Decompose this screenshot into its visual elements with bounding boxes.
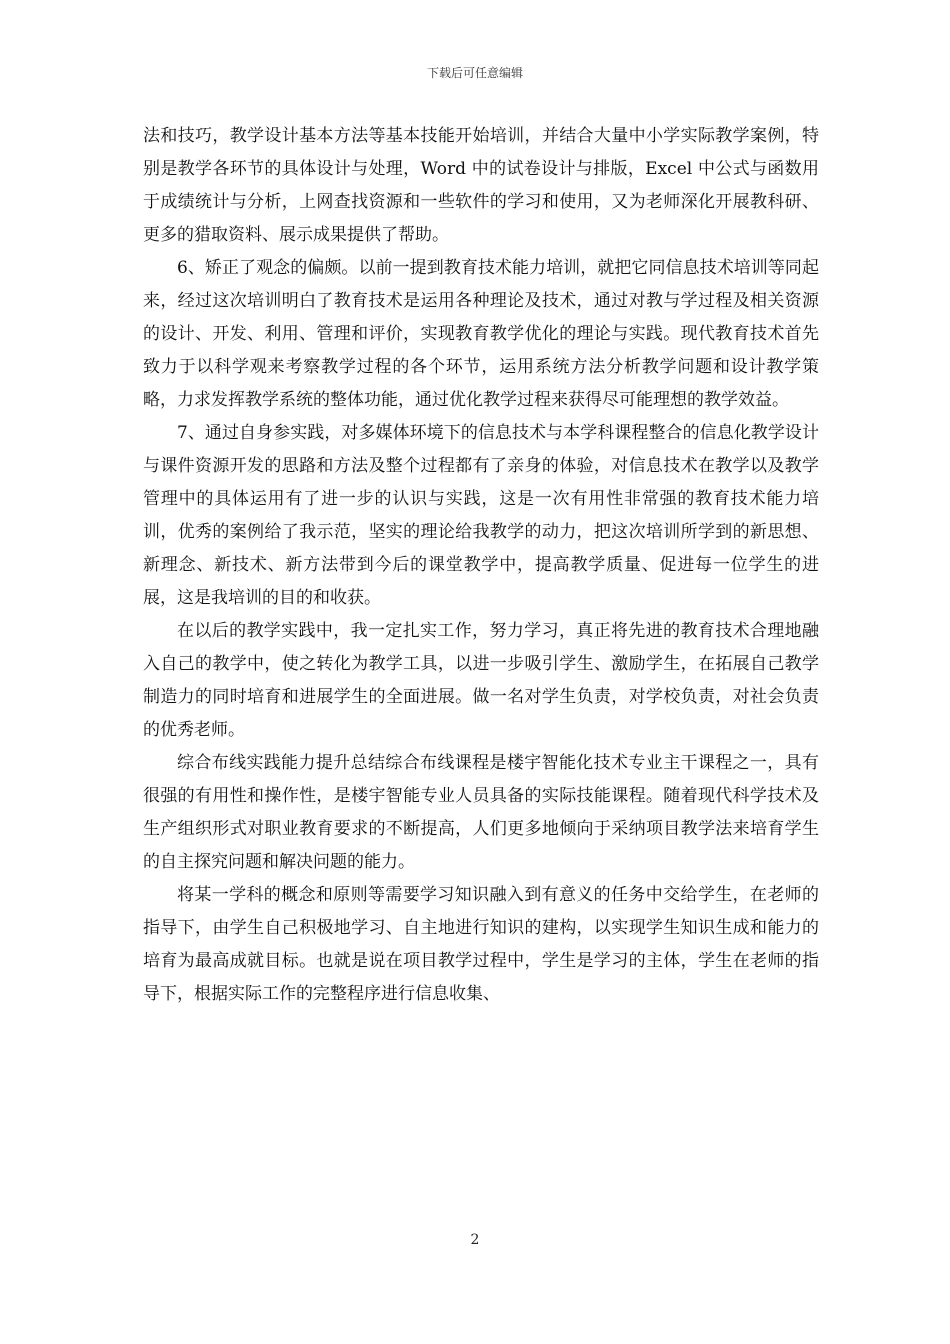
paragraph-item-7: 7、通过自身参实践，对多媒体环境下的信息技术与本学科课程整合的信息化教学设计与课件资源开发的思路和方法及整个过程都有了亲身的体验，对信息技术在教学以及教学管理中的具体运用有了进一步的认识与实践，这是一次有用性非常强的教育技术能力培训，优秀的案例给了我示范，坚实的理论给我教学的动力，把这次培训所学到的新思想、新理念、新技术、新方法带到今后的课堂教学中，提高教学质量、促进每一位学生的进展，这是我培训的目的和收获。: [143, 423, 819, 608]
page-header: 下载后可任意编辑: [426, 66, 523, 80]
paragraph-summary-intro: 综合布线实践能力提升总结综合布线课程是楼宇智能化技术专业主干课程之一，具有很强的有用性和操作性，是楼宇智能专业人员具备的实际技能课程。随着现代科学技术及生产组织形式对职业教育要求的不断提高，人们更多地倾向于采纳项目教学法来培育学生的自主探究问题和解决问题的能力。: [143, 753, 819, 872]
paragraph-project-teaching: 将某一学科的概念和原则等需要学习知识融入到有意义的任务中交给学生，在老师的指导下，由学生自己积极地学习、自主地进行知识的建构，以实现学生知识生成和能力的培育为最高成就目标。也就是说在项目教学过程中，学生是学习的主体，学生在老师的指导下，根据实际工作的完整程序进行信息收集、: [143, 885, 819, 1004]
page-number: 2: [470, 1232, 480, 1248]
paragraph-conclusion: 在以后的教学实践中，我一定扎实工作，努力学习，真正将先进的教育技术合理地融入自己的教学中，使之转化为教学工具，以进一步吸引学生、激励学生，在拓展自己教学制造力的同时培育和进展学生的全面进展。做一名对学生负责，对学校负责，对社会负责的优秀老师。: [143, 621, 819, 740]
document-body: [143, 120, 819, 1011]
paragraph-continuation: 法和技巧，教学设计基本方法等基本技能开始培训，并结合大量中小学实际教学案例，特别是教学各环节的具体设计与处理，Word 中的试卷设计与排版，Excel 中公式与函数用于成绩统计与分析，上网查找资源和一些软件的学习和使用，又为老师深化开展教科研、更多的猎取资料、展示成果提供了帮助。: [143, 126, 819, 245]
paragraph-item-6: 6、矫正了观念的偏颇。以前一提到教育技术能力培训，就把它同信息技术培训等同起来，经过这次培训明白了教育技术是运用各种理论及技术，通过对教与学过程及相关资源的设计、开发、利用、管理和评价，实现教育教学优化的理论与实践。现代教育技术首先致力于以科学观来考察教学过程的各个环节，运用系统方法分析教学问题和设计教学策略，力求发挥教学系统的整体功能，通过优化教学过程来获得尽可能理想的教学效益。: [143, 258, 819, 410]
